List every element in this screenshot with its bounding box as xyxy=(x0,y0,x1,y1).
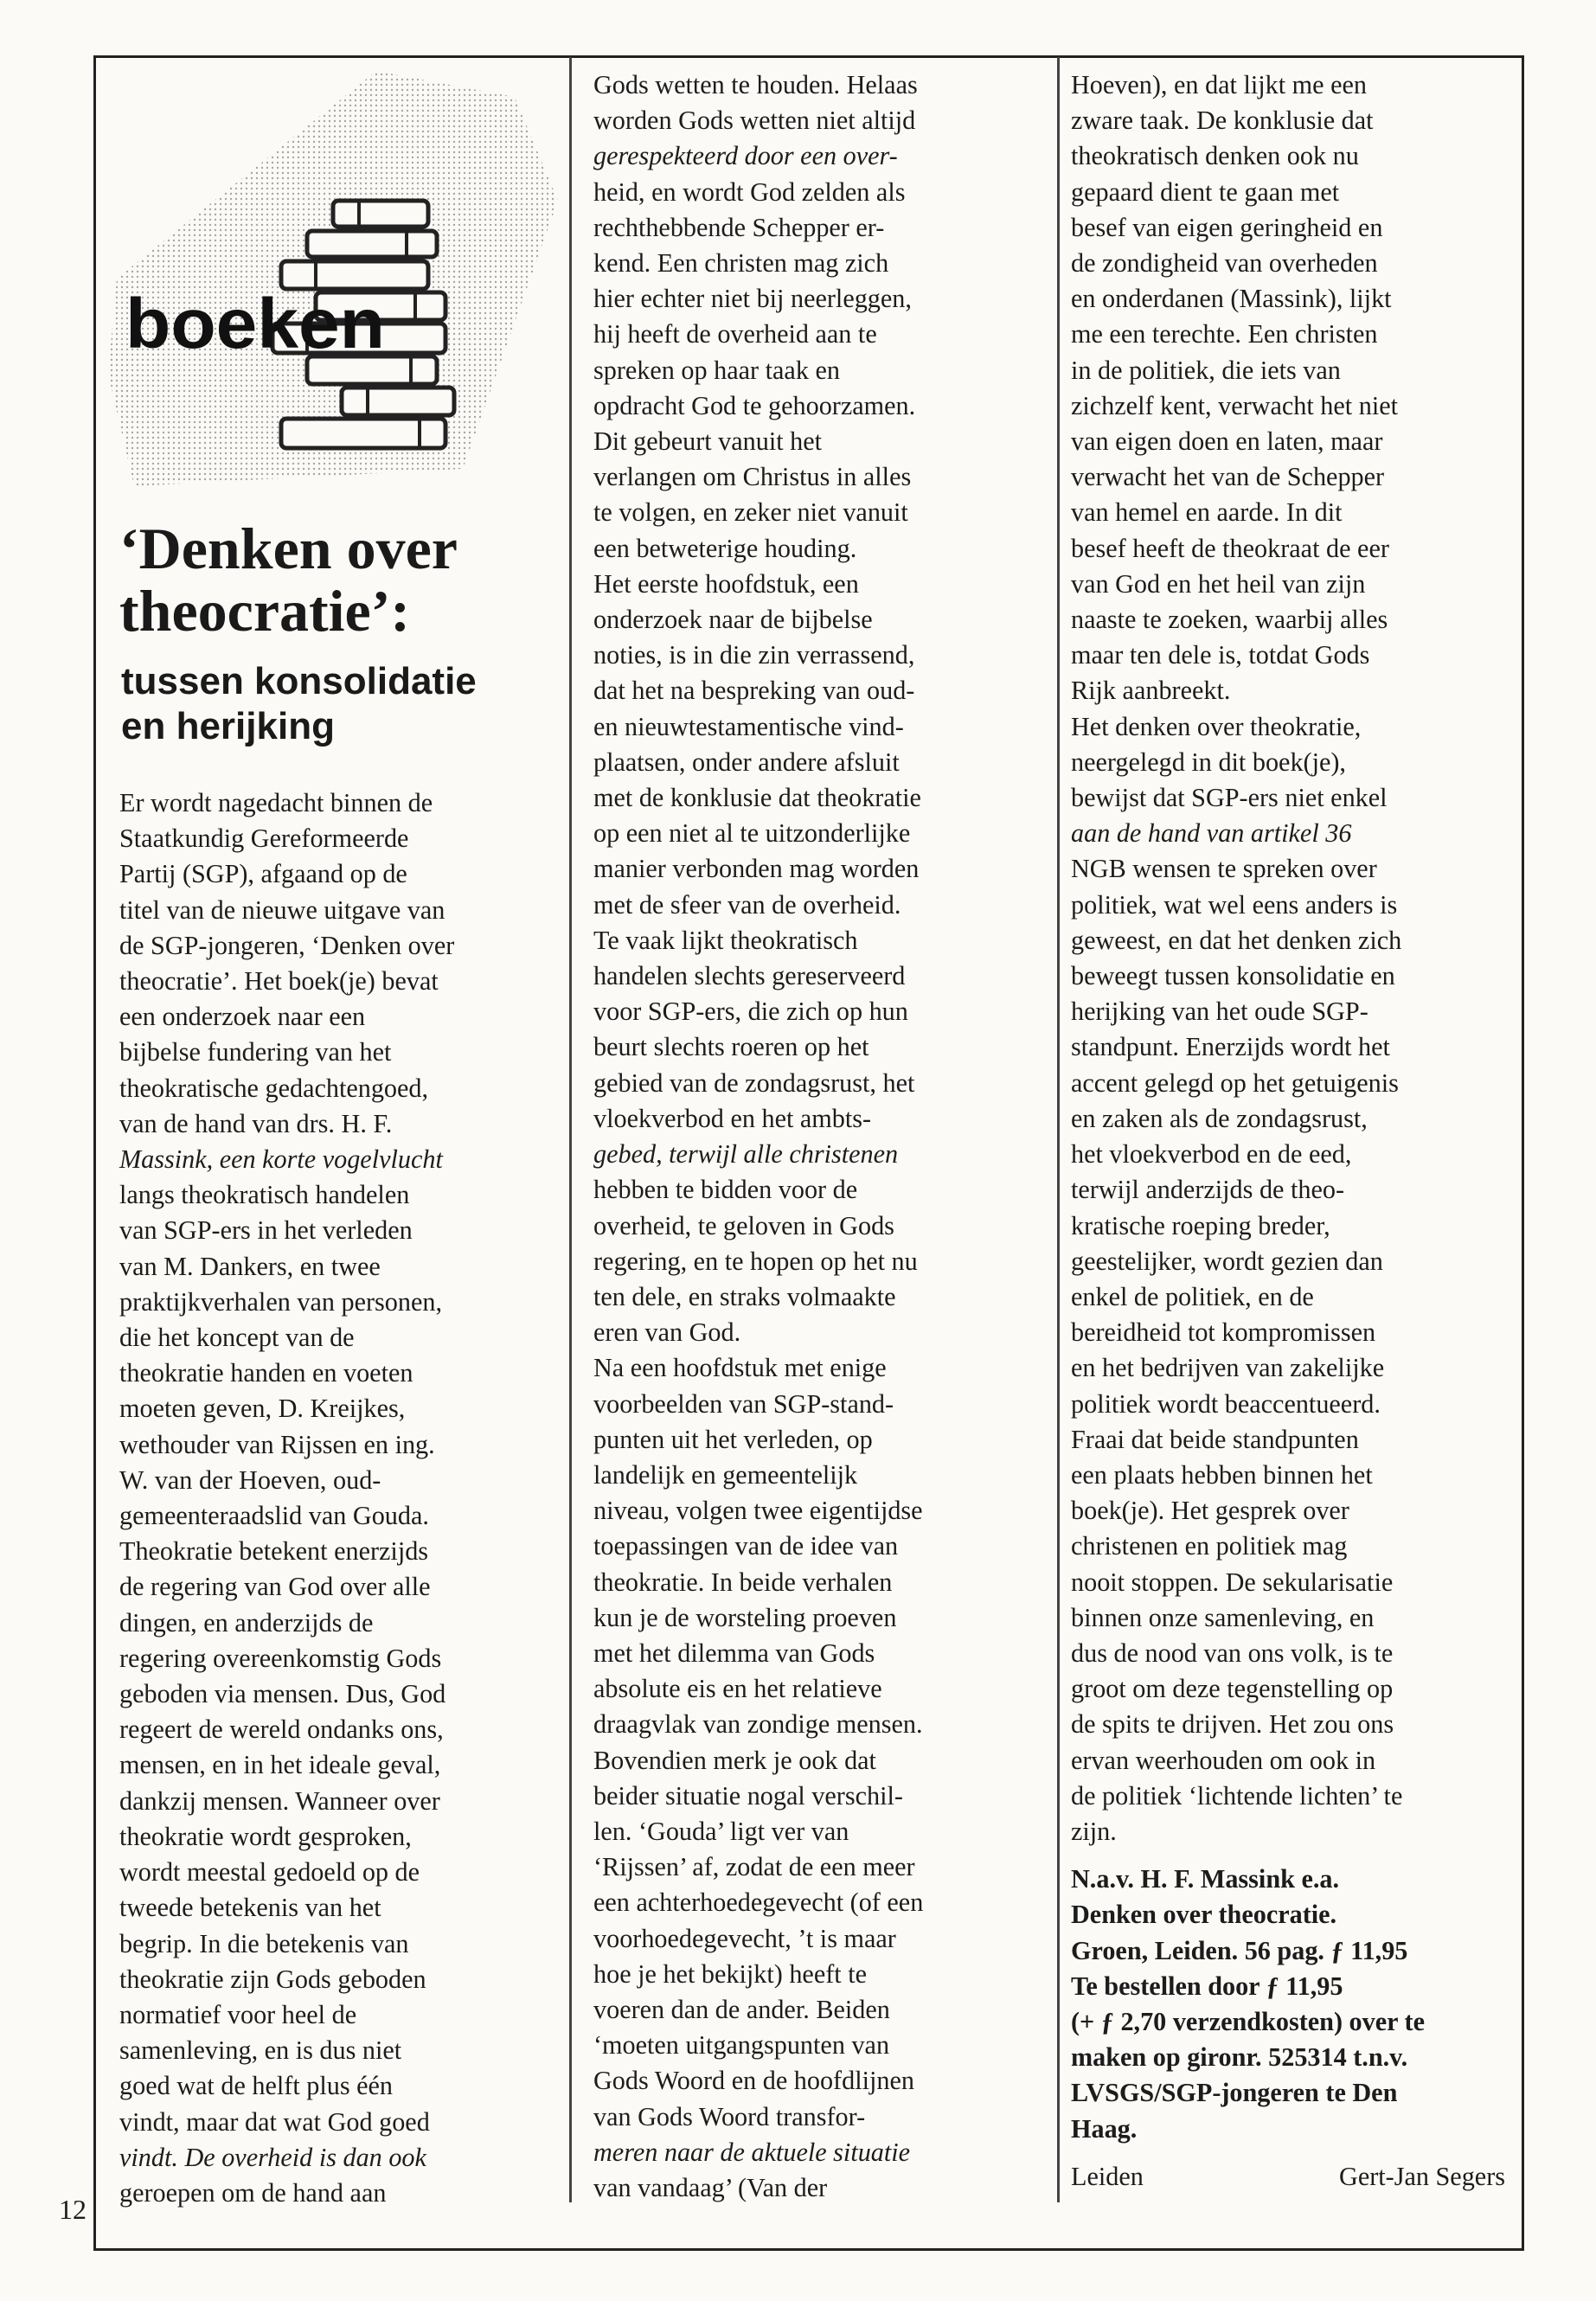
text-line: titel van de nieuwe uitgave van xyxy=(119,894,445,925)
text-line: niveau, volgen twee eigentijdse xyxy=(593,1496,923,1526)
text-line: vindt. De overheid is dan ook xyxy=(119,2142,426,2172)
book-info xyxy=(1071,1862,1510,2147)
text-line: moeten geven, D. Kreijkes, xyxy=(119,1394,406,1424)
text-line: beweegt tussen konsolidatie en xyxy=(1071,961,1395,991)
text-line: theokratie. In beide verhalen xyxy=(593,1567,893,1597)
text-line: van eigen doen en laten, maar xyxy=(1071,426,1383,457)
text-line: binnen onze samenleving, en xyxy=(1071,1602,1375,1632)
text-line: bewijst dat SGP-ers niet enkel xyxy=(1071,783,1388,813)
article-subtitle xyxy=(121,659,477,749)
text-line: de politiek ‘lichtende lichten’ te xyxy=(1071,1780,1403,1811)
text-line: toepassingen van de idee van xyxy=(593,1531,899,1561)
text-line: van God en het heil van zijn xyxy=(1071,568,1366,599)
text-line: wordt meestal gedoeld op de xyxy=(119,1857,420,1888)
text-line: manier verbonden mag worden xyxy=(593,854,920,884)
text-line: goed wat de helft plus één xyxy=(119,2071,394,2101)
column-2 xyxy=(593,67,1036,2206)
column-3 xyxy=(1071,67,1510,2147)
book-info-line: LVSGS/SGP-jongeren te Den xyxy=(1071,2078,1398,2108)
book-info-line: N.a.v. H. F. Massink e.a. xyxy=(1071,1864,1340,1894)
text-line: ‘Rijssen’ af, zodat de een meer xyxy=(593,1852,915,1882)
text-line: voor SGP-ers, die zich op hun xyxy=(593,997,908,1027)
text-line: een betweterige houding. xyxy=(593,533,857,563)
text-line: handelen slechts gereserveerd xyxy=(593,961,906,991)
text-line: besef heeft de theokraat de eer xyxy=(1071,533,1389,563)
text-line: standpunt. Enerzijds wordt het xyxy=(1071,1032,1390,1062)
text-line: theokratisch denken ook nu xyxy=(1071,141,1359,171)
text-line: aan de hand van artikel 36 xyxy=(1071,818,1352,849)
text-line: zichzelf kent, verwacht het niet xyxy=(1071,390,1398,420)
text-line: terwijl anderzijds de theo- xyxy=(1071,1175,1345,1205)
text-line: beurt slechts roeren op het xyxy=(593,1032,869,1062)
text-line: accent gelegd op het getuigenis xyxy=(1071,1067,1399,1098)
section-label: boeken xyxy=(125,285,385,363)
text-line: ten dele, en straks volmaakte xyxy=(593,1281,896,1311)
text-line: groot om deze tegenstelling op xyxy=(1071,1674,1394,1704)
text-line: hij heeft de overheid aan te xyxy=(593,319,877,349)
text-line: besef van eigen geringheid en xyxy=(1071,212,1383,242)
text-line: een plaats hebben binnen het xyxy=(1071,1459,1373,1490)
text-line: de regering van God over alle xyxy=(119,1572,431,1602)
text-line: hoe je het bekijkt) heeft te xyxy=(593,1958,867,1989)
text-line: hebben te bidden voor de xyxy=(593,1175,858,1205)
text-line: dankzij mensen. Wanneer over xyxy=(119,1785,440,1816)
text-line: eren van God. xyxy=(593,1317,741,1348)
text-line: neergelegd in dit boek(je), xyxy=(1071,747,1346,777)
book-info-line: maken op gironr. 525314 t.n.v. xyxy=(1071,2042,1408,2073)
text-line: meren naar de aktuele situatie xyxy=(593,2137,911,2167)
book-info-line: Denken over theocratie. xyxy=(1071,1900,1337,1930)
text-line: het vloekverbod en de eed, xyxy=(1071,1139,1352,1170)
text-line: met de konklusie dat theokratie xyxy=(593,783,921,813)
book-info-line: Te bestellen door ƒ 11,95 xyxy=(1071,1971,1343,2001)
text-line: draagvlak van zondige mensen. xyxy=(593,1709,923,1740)
signature-place: Leiden xyxy=(1071,2162,1144,2191)
subtitle-line-2: en herijking xyxy=(121,705,335,747)
text-line: hier echter niet bij neerleggen, xyxy=(593,284,912,314)
text-line: geestelijker, wordt gezien dan xyxy=(1071,1246,1383,1276)
text-line: theokratie wordt gesproken, xyxy=(119,1821,412,1851)
text-line: beider situatie nogal verschil- xyxy=(593,1780,903,1811)
text-line: kend. Een christen mag zich xyxy=(593,248,889,279)
title-line-1: ‘Denken over xyxy=(119,516,458,581)
text-line: wethouder van Rijssen en ing. xyxy=(119,1429,435,1459)
text-line: van hemel en aarde. In dit xyxy=(1071,497,1343,528)
text-line: zijn. xyxy=(1071,1816,1117,1846)
text-line: zware taak. De konklusie dat xyxy=(1071,106,1374,136)
signature-author: Gert-Jan Segers xyxy=(1339,2162,1505,2191)
text-line: Het eerste hoofdstuk, een xyxy=(593,568,859,599)
text-line: begrip. In die betekenis van xyxy=(119,1928,409,1958)
text-line: herijking van het oude SGP- xyxy=(1071,997,1368,1027)
article-title xyxy=(119,517,458,642)
text-line: kratische roeping breder, xyxy=(1071,1210,1330,1240)
text-line: enkel de politiek, en de xyxy=(1071,1281,1314,1311)
text-line: langs theokratisch handelen xyxy=(119,1180,410,1210)
text-line: vloekverbod en het ambts- xyxy=(593,1103,872,1133)
text-line: en zaken als de zondagsrust, xyxy=(1071,1103,1368,1133)
text-line: van de hand van drs. H. F. xyxy=(119,1108,393,1138)
text-line: naaste te zoeken, waarbij alles xyxy=(1071,605,1388,635)
text-line: bereidheid tot kompromissen xyxy=(1071,1317,1376,1348)
text-line: Hoeven), en dat lijkt me een xyxy=(1071,70,1367,99)
text-line: dus de nood van ons volk, is te xyxy=(1071,1638,1394,1668)
text-line: NGB wensen te spreken over xyxy=(1071,854,1377,884)
text-line: kun je de worsteling proeven xyxy=(593,1602,897,1632)
text-line: tweede betekenis van het xyxy=(119,1893,381,1923)
book-info-line: Haag. xyxy=(1071,2113,1138,2144)
text-line: en nieuwtestamentische vind- xyxy=(593,711,904,741)
signature xyxy=(1071,2162,1510,2192)
text-line: overheid, te geloven in Gods xyxy=(593,1210,894,1240)
text-line: en het bedrijven van zakelijke xyxy=(1071,1353,1385,1383)
column-rule-right xyxy=(1057,57,1060,2202)
text-line: samenleving, en is dus niet xyxy=(119,2035,402,2066)
text-line: normatief voor heel de xyxy=(119,1999,357,2029)
text-line: Staatkundig Gereformeerde xyxy=(119,824,409,854)
text-line: maar ten dele is, totdat Gods xyxy=(1071,640,1370,670)
text-line: de zondigheid van overheden xyxy=(1071,248,1378,279)
text-line: gepaard dient te gaan met xyxy=(1071,176,1340,207)
text-line: praktijkverhalen van personen, xyxy=(119,1286,443,1317)
text-line: boek(je). Het gesprek over xyxy=(1071,1496,1349,1526)
text-line: op een niet al te uitzonderlijke xyxy=(593,818,911,849)
text-line: mensen, en in het ideale geval, xyxy=(119,1750,441,1780)
text-line: ervan weerhouden om ook in xyxy=(1071,1745,1376,1775)
text-line: Theokratie betekent enerzijds xyxy=(119,1536,429,1567)
text-line: regeert de wereld ondanks ons, xyxy=(119,1715,444,1745)
text-line: van vandaag’ (Van der xyxy=(593,2172,828,2202)
text-line: dat het na bespreking van oud- xyxy=(593,676,915,706)
text-line: absolute eis en het relatieve xyxy=(593,1674,882,1704)
text-line: bijbelse fundering van het xyxy=(119,1037,392,1067)
text-line: gemeenteraadslid van Gouda. xyxy=(119,1501,429,1531)
subtitle-line-1: tussen konsolidatie xyxy=(121,660,477,702)
text-line: punten uit het verleden, op xyxy=(593,1424,873,1454)
text-line: theokratie zijn Gods geboden xyxy=(119,1964,426,1994)
column-1 xyxy=(119,785,547,2211)
text-line: plaatsen, onder andere afsluit xyxy=(593,747,900,777)
text-line: geweest, en dat het denken zich xyxy=(1071,925,1402,955)
text-line: een onderzoek naar een xyxy=(119,1002,366,1032)
text-line: verwacht het van de Schepper xyxy=(1071,462,1385,492)
book-info-line: Groen, Leiden. 56 pag. ƒ 11,95 xyxy=(1071,1935,1408,1965)
book-info-line: (+ ƒ 2,70 verzendkosten) over te xyxy=(1071,2006,1425,2036)
text-line: theokratie handen en voeten xyxy=(119,1358,413,1388)
text-line: Massink, een korte vogelvlucht xyxy=(119,1144,443,1175)
text-line: de spits te drijven. Het zou ons xyxy=(1071,1709,1394,1740)
text-line: Partij (SGP), afgaand op de xyxy=(119,859,407,889)
text-line: theocratie’. Het boek(je) bevat xyxy=(119,966,439,997)
text-line: voorhoedegevecht, ’t is maar xyxy=(593,1923,896,1953)
text-line: nooit stoppen. De sekularisatie xyxy=(1071,1567,1394,1597)
text-line: die het koncept van de xyxy=(119,1323,355,1353)
text-line: ‘moeten uitgangspunten van xyxy=(593,2030,890,2061)
text-line: gerespekteerd door een over- xyxy=(593,141,898,171)
text-line: regering overeenkomstig Gods xyxy=(119,1643,442,1673)
text-line: geboden via mensen. Dus, God xyxy=(119,1679,446,1709)
text-line: in de politiek, die iets van xyxy=(1071,355,1341,385)
column-rule-left xyxy=(569,57,572,2202)
text-line: landelijk en gemeentelijk xyxy=(593,1459,858,1490)
text-line: Er wordt nagedacht binnen de xyxy=(119,788,433,817)
text-line: W. van der Hoeven, oud- xyxy=(119,1465,381,1495)
text-line: voorbeelden van SGP-stand- xyxy=(593,1388,894,1419)
text-line: te volgen, en zeker niet vanuit xyxy=(593,497,908,528)
text-line: Gods wetten te houden. Helaas xyxy=(593,70,918,99)
text-line: me een terechte. Een christen xyxy=(1071,319,1378,349)
text-line: van M. Dankers, en twee xyxy=(119,1251,381,1281)
text-line: Dit gebeurt vanuit het xyxy=(593,426,823,457)
text-line: politiek, wat wel eens anders is xyxy=(1071,889,1398,920)
text-line: met het dilemma van Gods xyxy=(593,1638,875,1668)
text-line: politiek wordt beaccentueerd. xyxy=(1071,1388,1381,1419)
text-line: len. ‘Gouda’ ligt ver van xyxy=(593,1816,849,1846)
text-line: gebed, terwijl alle christenen xyxy=(593,1139,899,1170)
text-line: een achterhoedegevecht (of een xyxy=(593,1888,924,1918)
text-line: verlangen om Christus in alles xyxy=(593,462,912,492)
text-line: regering, en te hopen op het nu xyxy=(593,1246,918,1276)
text-line: theokratische gedachtengoed, xyxy=(119,1073,429,1103)
text-line: rechthebbende Schepper er- xyxy=(593,212,885,242)
text-line: onderzoek naar de bijbelse xyxy=(593,605,873,635)
text-line: Fraai dat beide standpunten xyxy=(1071,1424,1359,1454)
text-line: noties, is in die zin verrassend, xyxy=(593,640,915,670)
text-line: en onderdanen (Massink), lijkt xyxy=(1071,284,1392,314)
text-line: voeren dan de ander. Beiden xyxy=(593,1994,890,2024)
books-logo xyxy=(99,62,567,495)
title-line-2: theocratie’: xyxy=(119,578,411,644)
text-line: Het denken over theokratie, xyxy=(1071,711,1362,741)
text-line: gebied van de zondagsrust, het xyxy=(593,1067,915,1098)
text-line: van SGP-ers in het verleden xyxy=(119,1215,413,1246)
text-line: van Gods Woord transfor- xyxy=(593,2101,866,2131)
text-line: de SGP-jongeren, ‘Denken over xyxy=(119,930,455,960)
text-line: spreken op haar taak en xyxy=(593,355,840,385)
text-line: Bovendien merk je ook dat xyxy=(593,1745,876,1775)
text-line: Gods Woord en de hoofdlijnen xyxy=(593,2066,914,2096)
page-number: 12 xyxy=(59,2194,87,2225)
text-line: christenen en politiek mag xyxy=(1071,1531,1348,1561)
text-line: met de sfeer van de overheid. xyxy=(593,889,901,920)
text-line: dingen, en anderzijds de xyxy=(119,1607,374,1638)
text-line: Te vaak lijkt theokratisch xyxy=(593,925,858,955)
text-line: opdracht God te gehoorzamen. xyxy=(593,390,916,420)
text-line: geroepen om de hand aan xyxy=(119,2177,387,2208)
text-line: worden Gods wetten niet altijd xyxy=(593,106,916,136)
text-line: Rijk aanbreekt. xyxy=(1071,676,1231,706)
text-line: vindt, maar dat wat God goed xyxy=(119,2106,430,2137)
text-line: Na een hoofdstuk met enige xyxy=(593,1353,887,1383)
text-line: heid, en wordt God zelden als xyxy=(593,176,906,207)
